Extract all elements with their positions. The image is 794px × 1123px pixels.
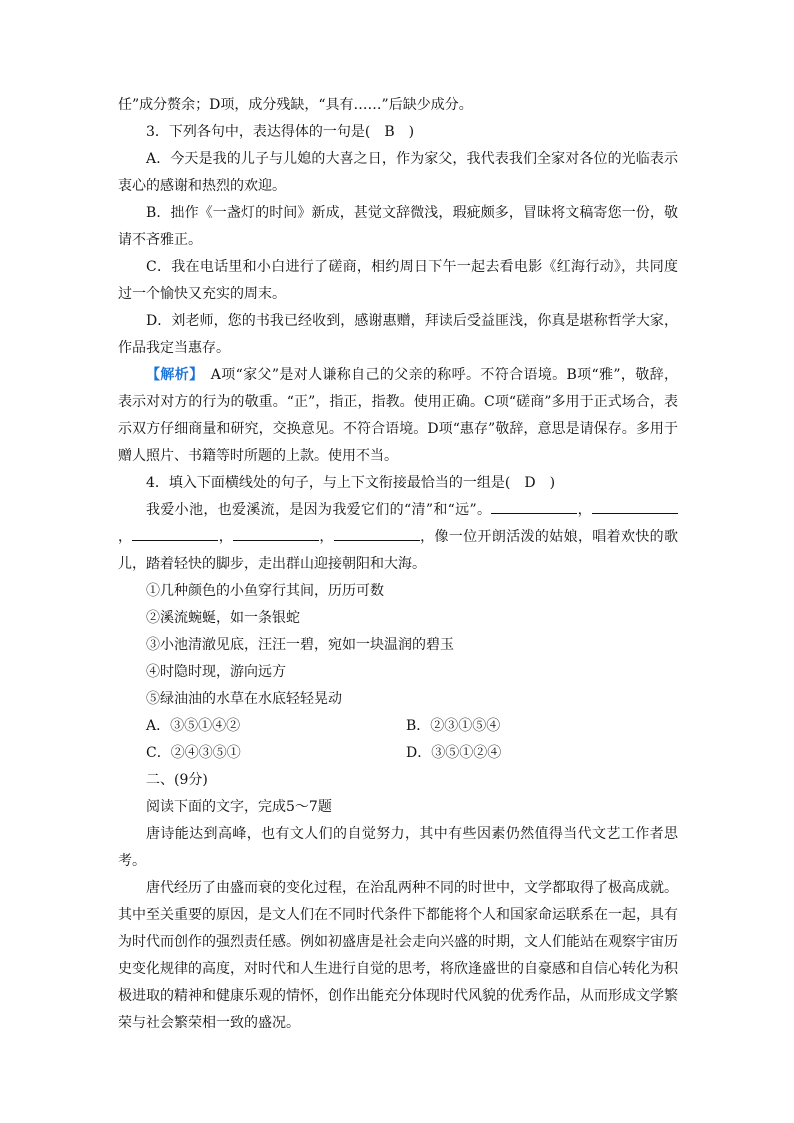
comma: ， [118,529,133,545]
fill-blank-4[interactable] [233,526,319,541]
sentence-3: ③小池清澈见底，汪汪一碧，宛如一块温润的碧玉 [146,637,454,653]
question-3-option-a: A．今天是我的儿子与儿媳的大喜之日，作为家父，我代表我们全家对各位的光临表示衷心的感谢和热烈的欢迎。 [118,151,678,194]
section-2-heading: 二、(9分) [146,772,208,788]
question-4-passage [118,497,678,578]
passage-start: 我爱小池，也爱溪流，是因为我爱它们的“清”和“远”。 [146,502,492,518]
fill-blank-1[interactable] [491,499,577,514]
answer-explanation-tail: 任”成分赘余；D项，成分残缺，“具有……”后缺少成分。 [118,97,473,113]
analysis-label: 【解析】 [146,367,197,383]
reading-paragraph-2: 唐代经历了由盛而衰的变化过程，在治乱两种不同的时世中，文学都取得了极高成就。其中至关重要的原因，是文人们在不同时代条件下都能将个人和国家命运联系在一起，具有为时代而创作的强烈责任感。例如初盛唐是社会走向兴盛的时期，文人们能站在观察宇宙历史变化规律的高度，对时代和人生进行自觉的思考，将欣逢盛世的自豪感和自信心转化为积极进取的精神和健康乐观的情怀，创作出能充分体现时代风貌的优秀作品，从而形成文学繁荣与社会繁荣相一致的盛况。 [118,880,678,1031]
sentence-1: ①几种颜色的小鱼穿行其间，历历可数 [146,583,384,599]
question-4-option-a: A．③⑤①④② [146,718,241,734]
comma: ， [319,529,334,545]
reading-paragraph-1: 唐诗能达到高峰，也有文人们的自觉努力，其中有些因素仍然值得当代文艺工作者思考。 [118,826,678,869]
fill-blank-2[interactable] [592,499,678,514]
fill-blank-3[interactable] [132,526,218,541]
passage-end: ，像一位开朗活泼的姑娘，唱着欢快的歌儿，踏着轻快的脚步，走出群山迎接朝阳和大海。 [118,529,679,572]
fill-blank-5[interactable] [334,526,420,541]
sentence-2: ②溪流蜿蜒，如一条银蛇 [146,610,300,626]
comma: ， [218,529,234,545]
sentence-4: ④时隐时现，游向远方 [146,664,286,680]
question-4-option-c: C．②④③⑤① [146,745,241,761]
question-3-option-d: D．刘老师，您的书我已经收到，感谢惠赠，拜读后受益匪浅，你真是堪称哲学大家，作品我定当惠存。 [118,313,678,356]
reading-instruction: 阅读下面的文字，完成5～7题 [146,799,332,815]
sentence-5: ⑤绿油油的水草在水底轻轻晃动 [146,691,342,707]
question-4-options-row-1 [118,713,678,740]
question-3-option-b: B．拙作《一盏灯的时间》新成，甚觉文辞微浅，瑕疵颇多，冒昧将文稿寄您一份，敬请不吝雅正。 [118,205,678,248]
comma: ， [577,502,592,518]
question-4-option-d: D．③⑤①②④ [406,745,502,761]
question-3-stem: 3．下列各句中，表达得体的一句是( B ) [146,124,415,140]
question-4-option-b: B．②③①⑤④ [406,718,501,734]
question-3-analysis [118,362,678,470]
analysis-text: A项“家父”是对人谦称自己的父亲的称呼。不符合语境。B项“雅”，敬辞，表示对对方的行为的敬重。“正”，指正，指教。使用正确。C项“磋商”多用于正式场合，表示双方仔细商量和研究，交换意见。不符合语境。D项“惠存”敬辞，意思是请保存。多用于赠人照片、书籍等时所题的上款。使用不当。 [118,367,678,464]
question-4-options-row-2 [118,740,678,767]
document-page [118,92,678,1037]
question-3-option-c: C．我在电话里和小白进行了磋商，相约周日下午一起去看电影《红海行动》，共同度过一个愉快又充实的周末。 [118,259,678,302]
question-4-stem: 4．填入下面横线处的句子，与上下文衔接最恰当的一组是( D ) [146,475,556,491]
